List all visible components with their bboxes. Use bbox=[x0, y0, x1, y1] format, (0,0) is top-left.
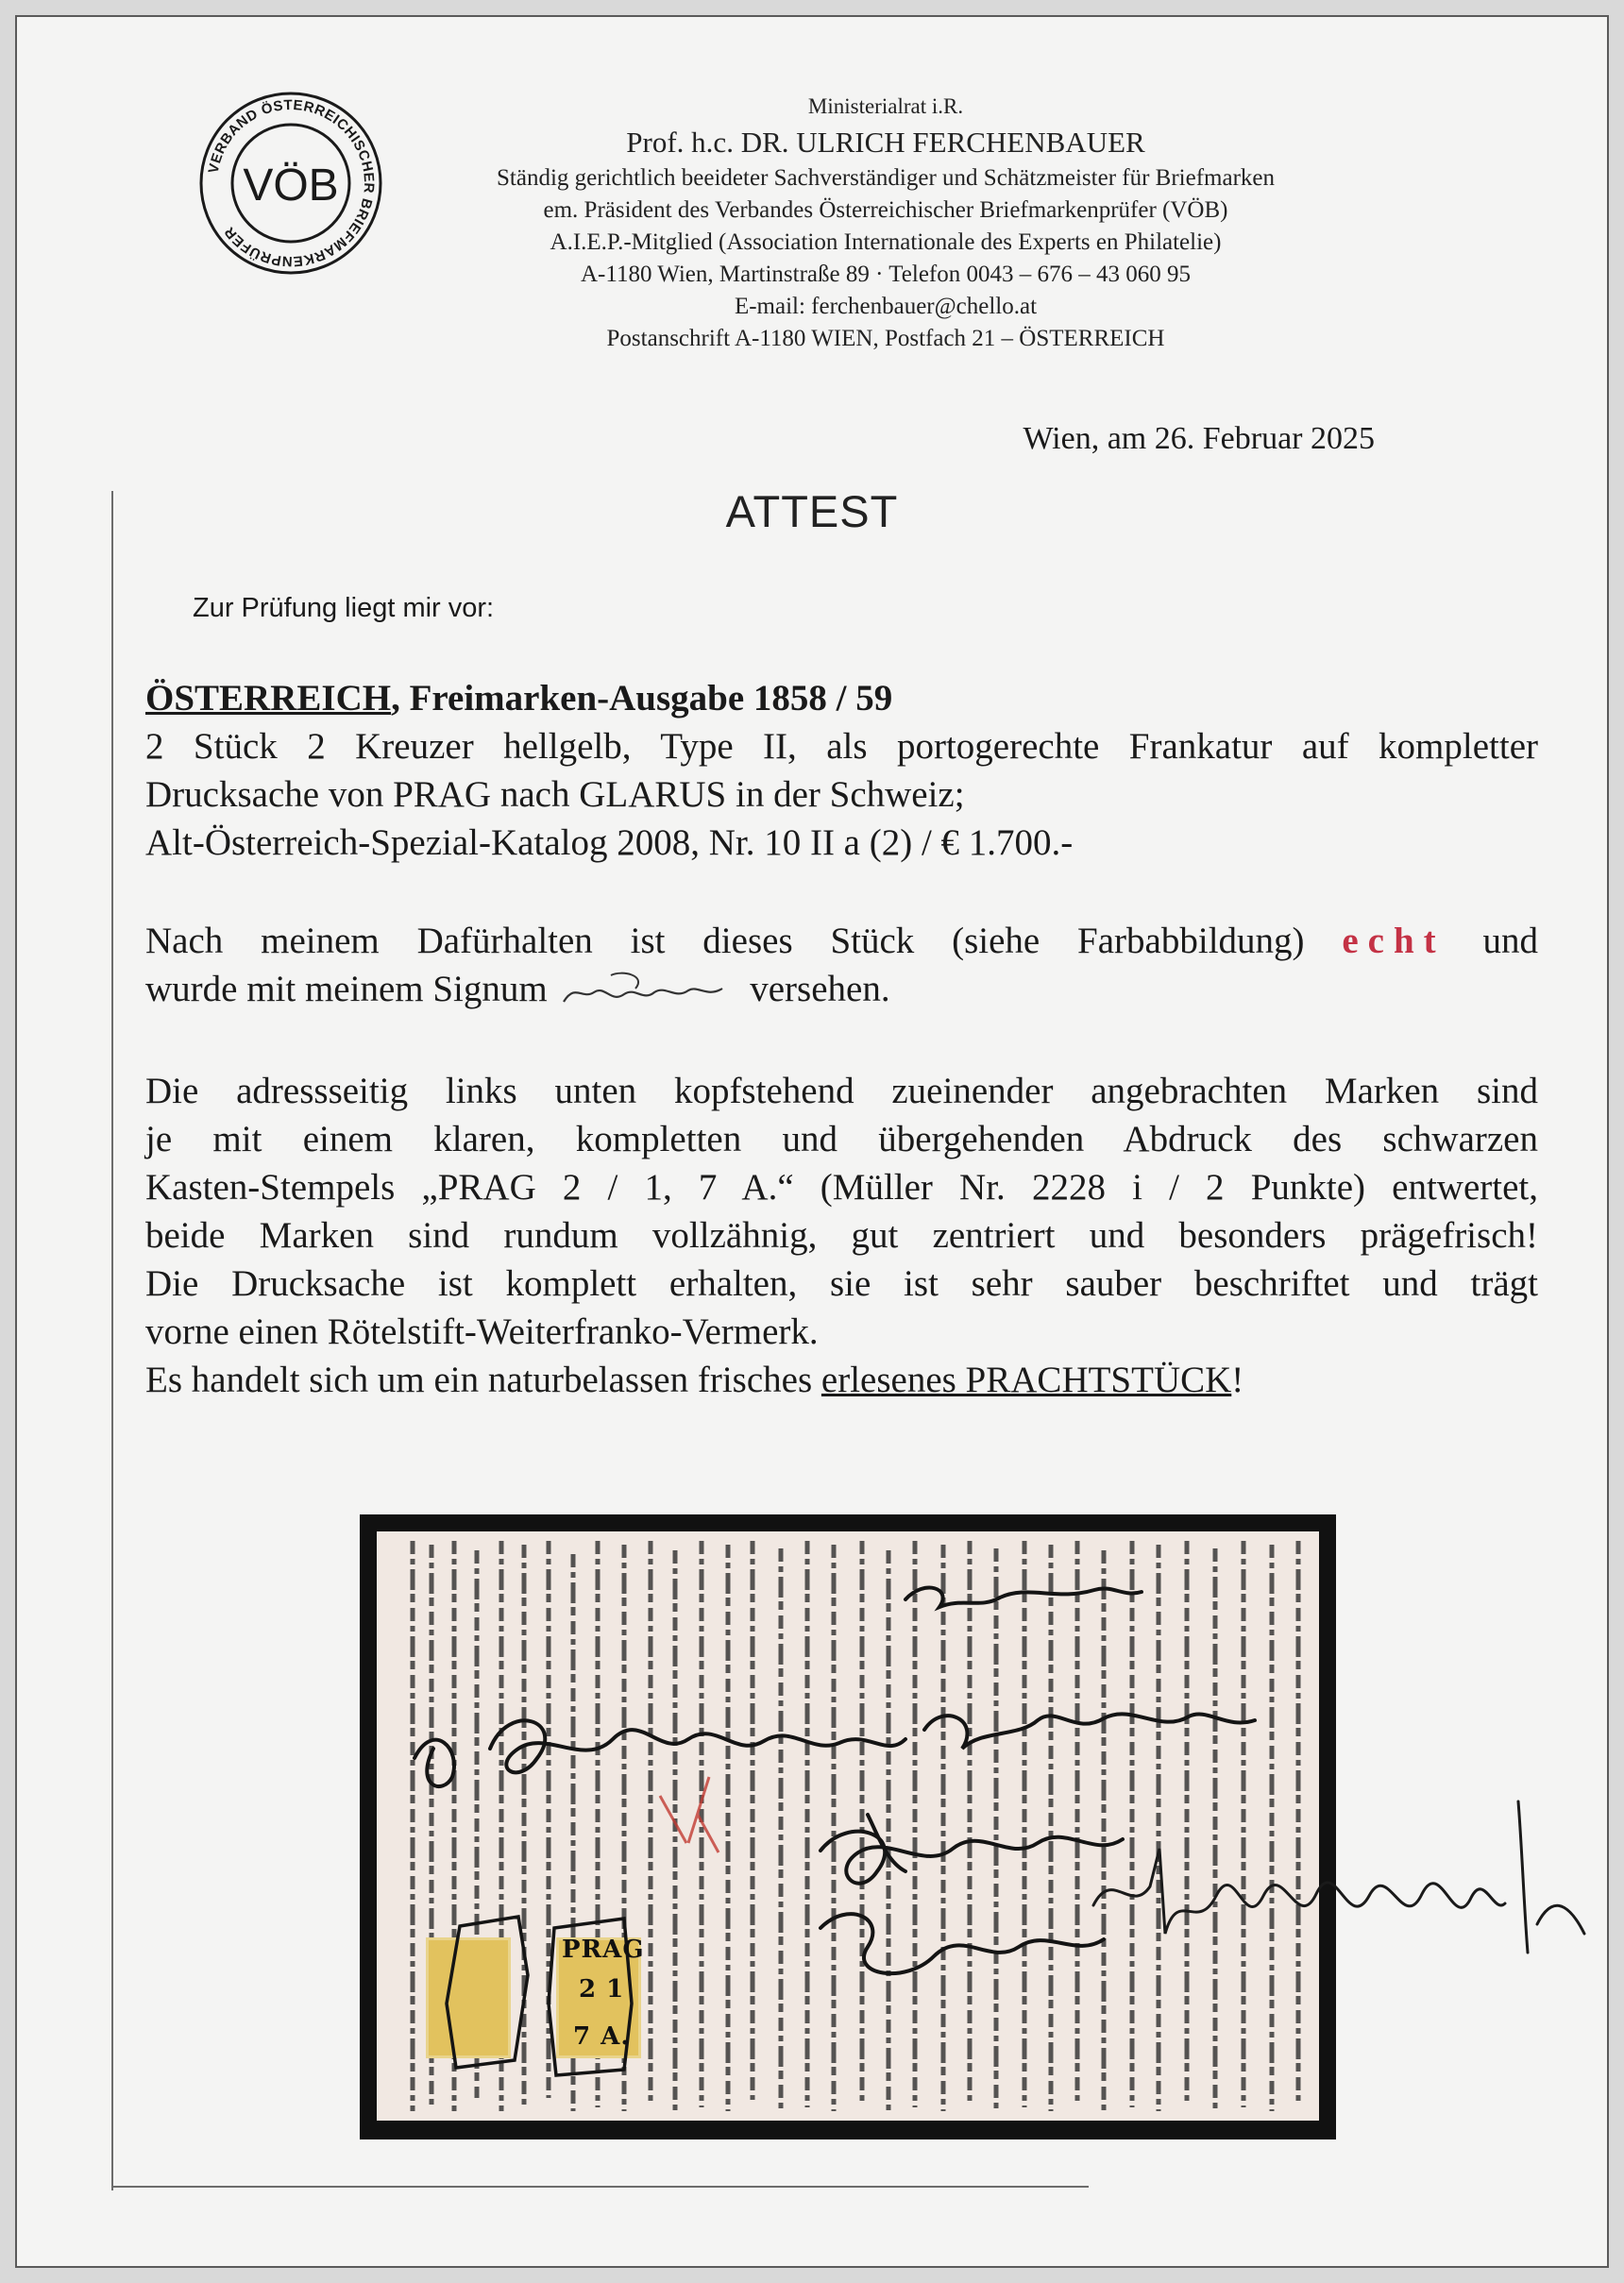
opinion-paragraph bbox=[145, 917, 1538, 1013]
seal-ring-text: VERBAND ÖSTERREICHISCHER BRIEFMARKENPRÜFER bbox=[205, 96, 378, 270]
letterhead-line: Ständig gerichtlich beeideter Sachverständiger und Schätzmeister für Briefmarken bbox=[497, 165, 1275, 191]
seal-monogram: VÖB bbox=[243, 161, 339, 211]
intro-text: Zur Prüfung liegt mir vor: bbox=[193, 593, 495, 623]
description-line: ! bbox=[1231, 1360, 1244, 1400]
letterhead-line: A-1180 Wien, Martinstraße 89 · Telefon 0043 – 676 – 43 060 95 bbox=[581, 262, 1191, 287]
letterhead-line: A.I.E.P.-Mitglied (Association Internationale des Experts en Philatelie) bbox=[550, 229, 1222, 255]
description-line: je mit einem klaren, kompletten und übergehenden Abdruck des schwarzen bbox=[145, 1119, 1538, 1159]
prachtstueck-emphasis: erlesenes PRACHTSTÜCK bbox=[820, 1360, 1232, 1400]
item-heading bbox=[145, 674, 1538, 867]
opinion-text: Nach meinem Dafürhalten ist dieses Stück (siehe Farbabbildung) bbox=[145, 921, 1305, 961]
description-line: Es handelt sich um ein naturbelassen frisches bbox=[145, 1360, 821, 1400]
item-line: Drucksache von PRAG nach GLARUS in der Schweiz; bbox=[145, 774, 965, 815]
description-line: Die adressseitig links unten kopfstehend zueinender angebrachten Marken sind bbox=[145, 1071, 1538, 1111]
opinion-text: und bbox=[1482, 921, 1538, 961]
description-paragraph bbox=[145, 1067, 1538, 1404]
inline-signum-image bbox=[556, 972, 740, 1013]
country-name: ÖSTERREICH bbox=[145, 678, 392, 719]
certificate-sheet bbox=[15, 15, 1609, 2268]
letterhead-email: E-mail: ferchenbauer@chello.at bbox=[734, 294, 1038, 319]
letterhead-postal: Postanschrift A-1180 WIEN, Postfach 21 – ÖSTERREICH bbox=[606, 326, 1165, 351]
postmark-time: 7 A. bbox=[573, 2022, 631, 2051]
certificate-title: ATTEST bbox=[725, 486, 899, 536]
description-line: Die Drucksache ist komplett erhalten, sie ist sehr sauber beschriftet und trägt bbox=[145, 1263, 1538, 1304]
item-line: 2 Stück 2 Kreuzer hellgelb, Type II, als portogerechte Frankatur auf kompletter bbox=[145, 726, 1538, 767]
letterhead-line: em. Präsident des Verbandes Österreichischer Briefmarkenprüfer (VÖB) bbox=[543, 197, 1228, 223]
border-line-vertical bbox=[111, 491, 113, 2190]
description-line: vorne einen Rötelstift-Weiterfranko-Vermerk. bbox=[145, 1311, 819, 1352]
postmark-date: 2 1 bbox=[579, 1975, 625, 2004]
opinion-text: wurde mit meinem Signum bbox=[145, 969, 548, 1009]
issue-name: , Freimarken-Ausgabe 1858 / 59 bbox=[391, 678, 893, 719]
verdict-genuine: echt bbox=[1342, 921, 1446, 961]
letterhead-ministerial: Ministerialrat i.R. bbox=[807, 94, 964, 118]
voeb-seal bbox=[196, 89, 385, 278]
catalog-line: Alt-Österreich-Spezial-Katalog 2008, Nr. 10 II a (2) / € 1.700.- bbox=[145, 822, 1074, 863]
border-line-horizontal bbox=[111, 2186, 1089, 2188]
letterhead-name: Prof. h.c. DR. ULRICH FERCHENBAUER bbox=[626, 126, 1145, 159]
certificate-date: Wien, am 26. Februar 2025 bbox=[1023, 421, 1375, 456]
postmark-place: PRAG bbox=[562, 1936, 645, 1964]
opinion-text: versehen. bbox=[750, 969, 890, 1009]
description-line: Kasten-Stempels „PRAG 2 / 1, 7 A.“ (Müller Nr. 2228 i / 2 Punkte) entwertet, bbox=[145, 1167, 1538, 1208]
expert-signature bbox=[1074, 1792, 1603, 1981]
description-line: beide Marken sind rundum vollzähnig, gut zentriert und besonders prägefrisch! bbox=[145, 1215, 1538, 1256]
letterhead bbox=[414, 91, 1358, 355]
